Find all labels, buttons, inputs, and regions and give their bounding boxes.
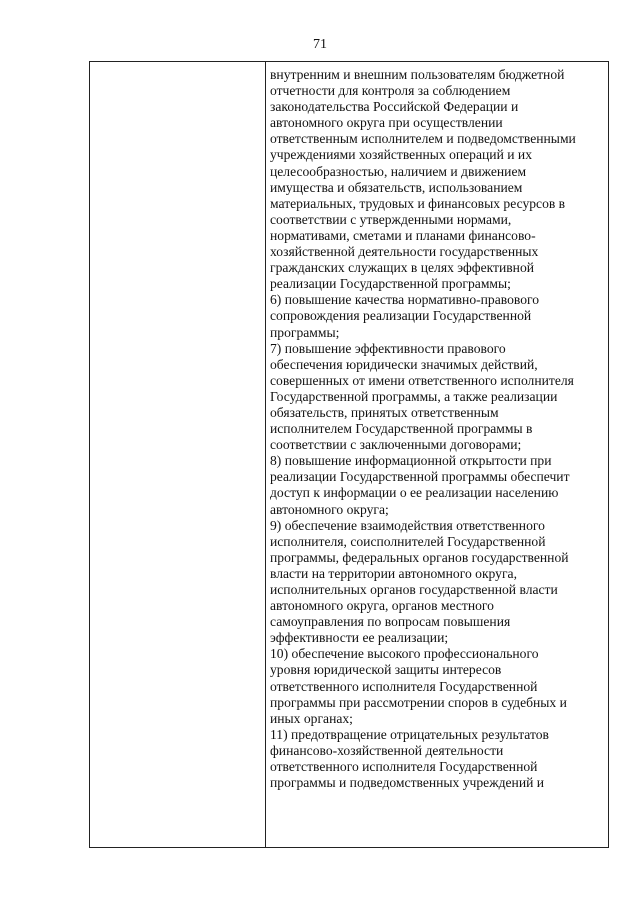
text-line: Государственной программы, а также реализации (270, 388, 558, 404)
text-line: обеспечения юридически значимых действий, (270, 356, 538, 372)
text-line: имущества и обязательств, использованием (270, 179, 523, 195)
text-line: целесообразностью, наличием и движением (270, 163, 527, 179)
text-line: ответственным исполнителем и подведомственными (270, 131, 576, 147)
text-line: 9) обеспечение взаимодействия ответственного (270, 517, 545, 533)
text-line: иных органах; (270, 710, 353, 726)
text-line: учреждениями хозяйственных операций и их (270, 147, 532, 163)
text-line: уровня юридической защиты интересов (270, 662, 502, 678)
text-line: 6) повышение качества нормативно-правового (270, 292, 540, 308)
text-line: соответствии с утвержденными нормами, (270, 211, 512, 227)
text-line: обязательств, принятых ответственным (270, 404, 499, 420)
text-line: 11) предотвращение отрицательных результатов (270, 726, 549, 742)
text-line: самоуправления по вопросам повышения (270, 614, 511, 630)
text-line: исполнителем Государственной программы в (270, 421, 533, 437)
text-line: сопровождения реализации Государственной (270, 308, 532, 324)
text-line: исполнителя, соисполнителей Государственной (270, 533, 546, 549)
text-line: ответственного исполнителя Государственной (270, 759, 538, 775)
text-line: гражданских служащих в целях эффективной (270, 260, 535, 276)
text-line: 7) повышение эффективности правового (270, 340, 506, 356)
text-line: власти на территории автономного округа, (270, 565, 517, 581)
column-divider (265, 62, 266, 847)
text-line: нормативами, сметами и планами финансово- (270, 227, 536, 243)
text-line: внутренним и внешним пользователям бюджетной (270, 67, 565, 82)
text-line: совершенных от имени ответственного исполнителя (270, 372, 574, 388)
table-cell-text (270, 67, 610, 791)
document-table (89, 61, 609, 848)
text-line: законодательства Российской Федерации и (270, 99, 519, 115)
text-line: программы и подведомственных учреждений и (270, 775, 545, 791)
text-line: автономного округа; (270, 501, 389, 517)
text-line: ответственного исполнителя Государственной (270, 678, 538, 694)
text-line: программы; (270, 324, 340, 340)
text-line: финансово-хозяйственной деятельности (270, 742, 504, 758)
text-line: материальных, трудовых и финансовых ресурсов в (270, 195, 566, 211)
text-line: программы при рассмотрении споров в судебных и (270, 694, 567, 710)
page-number: 71 (313, 37, 327, 52)
text-line: доступ к информации о ее реализации населению (270, 485, 559, 501)
text-line: 8) повышение информационной открытости при (270, 453, 552, 469)
text-line: эффективности ее реализации; (270, 630, 449, 646)
text-line: 10) обеспечение высокого профессионального (270, 646, 539, 662)
text-line: автономного округа при осуществлении (270, 115, 503, 131)
text-line: программы, федеральных органов государственной (270, 549, 569, 565)
table-cell-left-empty (90, 62, 265, 847)
text-line: хозяйственной деятельности государственных (270, 244, 539, 260)
text-line: отчетности для контроля за соблюдением (270, 83, 511, 99)
text-line: автономного округа, органов местного (270, 598, 494, 614)
text-line: реализации Государственной программы обеспечит (270, 469, 570, 485)
text-line: соответствии с заключенными договорами; (270, 437, 522, 453)
text-line: исполнительных органов государственной власти (270, 582, 558, 597)
text-line: реализации Государственной программы; (270, 276, 511, 292)
